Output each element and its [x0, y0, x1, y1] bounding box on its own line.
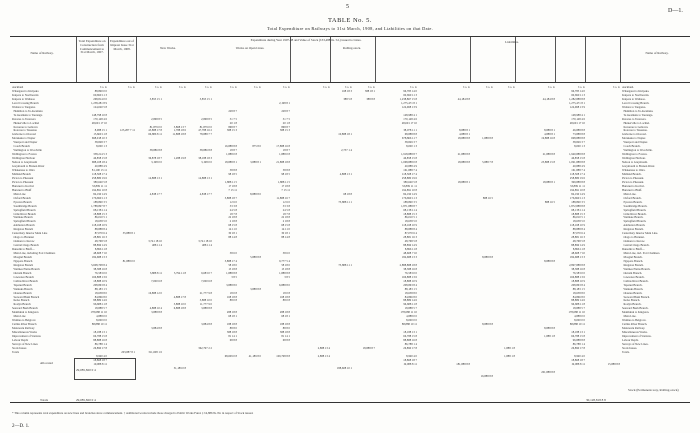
column-rule: [555, 37, 556, 82]
table-bottom-rule: [10, 402, 690, 403]
totals-right-amount: 30,128,818 8 8: [586, 398, 606, 402]
column-total-government: £ s. d. 96,783 14 0 60,690 11 3 1,238,867 15 8 1,275,471 8 1 124,068 13 9 148,988 4 1 170,148 4 6 48,691 17 10 38,078 11 1 68,888 8 8 678,866 11 7 38,849 3 7 8,000 1 3 1,918,888 8 7 46,858 15 8 1,068,888 0 8 40,888 4 9 161,888 7 4 118,508 17 4 258,880 19 6 380,640 5 8 33,899 11 11 194,891 10 8 84,190 14 9 176,699 11 3 188,890 3 5 1,871,888 8 7 68,138 11 4 18,888 15 3 86,010 5 1 18,658 5 0 118,168 10 9 88,888 8 4 87,070 6 4 28,881 16 3 48,768 5 8 88,899 14 9 8,896 11 8 48,608 7 10 184,688 13 3 2,888,888 18 8 38,388 16 8 76,583 0 0 166,888 13 6 18,888 10 9 208,863 8 4 88,183 1 5 18,638 8 0 84,866 8 0 88,889 14 6 96,688 11 8 18,888 5 7 178,688 11 10 4,888 0 0 8,000 0 0 88,888 10 11 18,188 13 1 66,788 15 8 88,888 16 8 86,788 1 4 26,890 17 8 8,990 4 0 18,868 18 7 19,088 8 11: [399, 85, 417, 366]
group-header-expenditure: Expenditure during Year 1907-08 and Value of Stock (£33,488 6s. 5d.) issued to Lines.: [250, 38, 362, 42]
column-permanent-way: £ s. d. 3,868 13 7 1,788 18 6 11,888 18 8 1,288 19 8 5,794 11 8 4,888 17 8 3,888 10 0 6,888 18 8 51,189 0 8: [172, 85, 186, 370]
page-number: 5: [346, 4, 349, 10]
table-subtitle: Total Expenditure on Railways to 31st March, 1908, and Liabilities on that Date.: [267, 26, 433, 31]
column-header-total-expenditure: Total Expenditure on Construction from Commencement to 31st March, 1907.: [78, 39, 106, 55]
footnote: * This column represents total expenditure on new lines and branches since commencement. † Additional works include those charged to Public Works Fund. ‡ £4,886 8s. 8d. in respect of Stock issued.: [12, 411, 254, 415]
table-title: TABLE No. 5.: [327, 17, 373, 24]
column-rule: [330, 37, 331, 82]
column-construction: £ s. d. 3,853 15 1 2,868 8 5 81,879 0 0 45,888 17 8 66,886 8 11 38,886 8 8 36,878 18 7 3,198 0 0 14,888 13 1 4,838 17 7 3,741 18 10 488 11 4 3,888 8 11 7,000 6 8 16,888 12 0 4,888 10 4 3,888 8 8 3,884 8 8 311,608 1 6: [148, 85, 162, 354]
page-corner-reference: 2—D. 1.: [12, 424, 30, 429]
allocated-amount: 29,085,820 0 4: [76, 368, 96, 372]
totals-left-amount: 29,085,820 0 4: [76, 398, 96, 402]
row-names-right: Auckland. Whangarei to Kiripaka. Kaipara to Northwards. Kaipara to Waihaoa. Level Crossing Branch. Waitara to Tangarua. Hamilton to Te Awamutu. Te Awamutu to Tauranga. Rotorua to Tarawera. Hunterville to Lochiel. Kawerau to Galtown. Rotorua to Taneatua. Gisborne to Otoroari. Motukaka to Napier. Westport and Napier. Coach Branch. Wellington to Woodville. Wellington to Foxton. Wellington Harbour. Nelson to Greymouth. Greymouth to Broken River. Whakatane to Otira. Midland Branch. Picton to Pheasant. Picton to Pheasant. Hurunui to Kai Iwi. Hurunui to Bluff. Main Line. Oxford Branch. Eyreton Branch. Southbridge Branch. Springfield Branch. Little River Branch. Waimate Branch. Springfield Branch. Ashburton Branch. Kingston Branch. Canterbury Interior Main Line. Otago to Hurunui. Oamaru to Kurow. Central Otago Branch. Dunedin to Bluff— Main Line, incl. Port Chalmers. Mosgiel Branch. Ngapara Branch. Kingston Branch. Waimea Plains Branch. Outram Branch. Lawrence Branch. Catlins River Branch. Tapanui Branch. Waikaka Branch. Otautau Branch. Seaward Bush Branch. Kelso Branch. Roslyn Branch. Seaward Bush Branch. Mokihinui to Kingston. Main Line. Waimea to Belgrove. Catlins River Branch. Manawatu Railway. Miscellaneous Works. Improvement of Stations. Labour Depôt. Surveys of New Lines. Stock Issues. Totals.: [622, 85, 661, 354]
column-rule: [375, 37, 376, 82]
column-rolling-replacements: £ s. d. 388 18 1 388 8 8 18,888 8 7: [362, 85, 375, 350]
column-header-name: Name of Railway.: [30, 51, 54, 55]
column-grand-total: £ s. d. 96,783 14 0 60,690 11 3 1,282,888 8 8 1,275,471 8 1 124,068 13 9 148,988 4 1 170,148 4 6 48,691 17 10 46,888 8 8 73,888 8 8 698,888 8 8 38,849 3 7 8,000 1 3 1,940,888 8 8 46,858 15 8 1,091,888 8 8 40,888 4 9 161,888 7 4 118,508 17 4 258,880 19 6 399,888 8 8 33,899 11 11 194,891 10 8 84,190 14 9 176,699 11 3 188,890 3 5 1,872,888 8 8 68,138 11 4 18,888 15 3 86,010 5 1 18,658 5 0 118,168 10 9 88,888 8 4 87,070 6 4 28,881 16 3 48,768 5 8 88,899 14 9 8,896 11 8 48,608 7 10 184,688 13 3 2,897,888 8 8 38,388 16 8 76,583 0 0 166,888 13 6 18,888 10 9 208,863 8 4 88,183 1 5 18,638 8 0 84,866 8 0 88,889 14 6 96,688 11 8 18,888 5 7 178,688 11 10 4,888 0 0 8,000 0 0 88,888 10 11 18,188 13 1 66,788 15 8 96,888 8 8 86,788 1 4 26,890 17 8 8,990 4 0 18,868 18 7 19,088 8 11: [568, 85, 585, 366]
group-header-rolling-stock: Rolling-stock.: [342, 46, 362, 50]
column-rolling-additions: £ s. d. 168 18 3 388 5 8 10,888 18 1 2,737 1 4 4,888 13 1 68 18 8 73,888 11 1 73,888 11 1 188,608 10 1: [336, 85, 352, 370]
column-header-imprest: Expenditure out of Imprest Issue 31st March, 1908.: [110, 39, 134, 51]
group-header-new-works: New Works.: [160, 46, 176, 50]
column-total-new-works: £ s. d. 3,853 15 1 2,868 8 5 81,879 0 0 47,788 16 2 78,888 7 7 38,886 8 8 38,188 18 3 3,198 0 0 14,888 13 1 4,838 17 7 3,741 18 10 488 11 4 9,683 0 7 7,000 6 8 21,777 9 8 3,888 10 0 11,777 9 0 3,888 8 8 3,884 8 8 362,797 2 2: [198, 85, 212, 350]
column-rule: [585, 37, 586, 82]
column-liabilities-total: £ s. d. 44,184 8 8 8,888 8 1 4,888 8 1 19,888 16 8 21,888 8 8 23,888 15 8 18,888 8 1 888 16 5 8,888 8 8 8,888 8 8 1,888 1 8 201,888 8 8: [541, 85, 555, 374]
header-top-rule: [10, 36, 690, 37]
group-header-open-lines: Works on Open Lines.: [235, 46, 265, 50]
document-reference: D—1.: [668, 8, 683, 14]
column-total-expenditure: £ s. d. 88,890 0 0 60,690 11 3 268,814 0 0 1,238,281 8 9 124,040 5 8 148,798 10 8 170,148 4 6 48,691 17 10 8,088 15 1 15,660 11 8 698,018 10 3 38,848 3 7 8,000 1 3 358,214 5 3 46,858 15 8 688,108 18 4 40,888 4 9 81,100 13 11 118,508 17 4 258,880 19 6 380,640 5 8 33,899 11 11 194,891 10 8 84,190 14 9 176,699 11 3 188,890 3 5 1,788,897 8 7 68,138 11 4 18,888 15 3 86,010 5 1 18,658 5 0 118,168 10 9 88,888 8 4 87,070 6 4 28,881 16 3 48,768 5 8 88,899 14 9 8,896 11 8 48,608 7 10 184,688 13 3 5,608,708 8 4 38,388 16 8 76,583 0 0 166,888 13 6 18,888 10 9 208,863 8 4 88,183 1 5 18,638 8 0 84,866 8 0 88,889 14 6 96,688 11 8 18,888 5 7 178,688 11 10 4,888 0 0 8,000 0 0 88,888 10 11 18,188 13 1 66,788 15 8 88,888 16 8 86,788 1 4 26,890 17 8 8,990 4 0 18,868 18 7 19,088 8 11: [90, 85, 107, 366]
column-additional-works: £ s. d. 228 8 7 31 7 5 20 1 8 868 8 7 388 15 3 16,888 8 8 18 8 7 1,888 0 8 18,888 8 1 58 8 8 98 18 5 1,888 11 5 17 18 8 7 13 11 3,888 18 7 12 6 0 33 3 8 24 5 8 18 7 8 22 18 8 2 18 8 68 15 8 14 11 0 30 18 1 88 14 8 38 6 0 3,888 17 4 58 18 0 13 18 8 1,888 8 8 3 8 5 3,888 8 0 18 0 8 168 18 8 88 0 8 288 18 8 68 18 1 188 18 8 88 8 0 388 18 8 81 14 1 68 8 8 68,609 0 8: [224, 85, 237, 358]
column-liabilities-surveys: £ s. d. 1,888 1 8 1,888 1 8: [504, 85, 515, 358]
column-rule: [290, 37, 291, 82]
column-surveys: £ s. d. 2,888 13 4 2,888 13 4: [317, 85, 330, 358]
header-bottom-rule: [10, 82, 690, 83]
column-liabilities-open: £ s. d. 1,888 8 8 5,888 7 8 888 16 5 8,888 8 8 8,888 8 8 16,888 8 8: [480, 85, 493, 378]
stock-label: Stock (Permanent-way, Rolling-stock): [628, 388, 679, 392]
column-header-name-right: Name of Railway.: [645, 51, 669, 55]
allocated-label: Allocated: [40, 361, 53, 365]
column-valuation-free: £ s. d. 15,888 8 8: [607, 85, 620, 366]
totals-label: Totals: [40, 398, 49, 402]
column-permanent-way-open: £ s. d. 875 8 0 3,888 8 1 8,888 8 0 5,888 8 8 3,888 8 8 41,189 8 0: [248, 85, 261, 358]
column-rule: [470, 37, 471, 82]
column-liabilities-new: £ s. d. 44,184 8 8 8,888 8 1 4,888 8 1 18,888 8 8 21,888 8 8 18,888 8 8 18,888 8 1 181,888 8 8: [456, 85, 470, 366]
row-names-left: Auckland Whangarei to Kiripaka Kaipara to Northwards Kaipara to Waihaoa Level Crossing Branch Waitara to Tangarua Hamilton to Te Awamutu Te Awamutu to Tauranga Rotorua to Tarawera Hunterville to Lochiel Kawerau to Galtown Rotorua to Taneatua Gisborne to Otoroari Motukaka to Napier Westport and Napier Coach Branch Wellington to Woodville Wellington to Foxton Wellington Harbour Nelson to Greymouth Greymouth to Broken River Whakatane to Otira Midland Branch Picton to Pheasant Picton to Pheasant Hurunui to Kai Iwi Hurunui to Bluff Main Line Oxford Branch Eyreton Branch Southbridge Branch Springfield Branch Little River Branch Waimate Branch Springfield Branch Ashburton Branch Kingston Branch Canterbury Interior Main Line Otago to Hurunui Oamaru to Kurow Central Otago Branch Dunedin to Bluff— Main Line, including Port Chalmers Mosgiel Branch Ngapara Branch Kingston Branch Waimea Plains Branch Outram Branch Lawrence Branch Catlins River Branch Tapanui Branch Waikaka Branch Otautau Branch Seaward Bush Branch Kelso Branch Roslyn Branch Seaward Bush Branch Mokihinui to Kingston Main Line Waimea to Belgrove Catlins River Branch Manawatu Railway Miscellaneous Works Improvement of Stations Labour Depôt Surveys of New Lines Stock Issues Totals: [12, 85, 56, 354]
group-header-liabilities: Liabilities.: [505, 40, 519, 44]
column-total-open-lines: £ s. d. 2,198 8 1 228 8 7 31 7 5 20 1 8 868 8 7 388 15 3 17,888 16 8 18 8 7 1,888 0 8 21,888 18 8 58 8 8 98 18 5 1,888 11 5 17 18 8 7 13 11 11,888 16 7 12 6 0 33 3 8 24 5 8 18 7 8 22 18 8 2 18 8 68 15 8 14 11 0 30 18 1 88 14 8 38 6 0 9,777 5 4 58 18 0 13 18 8 1,888 8 8 3 8 5 6,888 8 0 18 0 8 168 18 8 88 0 8 288 18 8 68 18 1 188 18 8 88 8 0 388 18 8 81 14 1 68 8 8 109,798 8 8: [276, 85, 290, 358]
column-rule: [136, 37, 137, 82]
column-rule: [620, 37, 621, 82]
column-imprest-issue: £ s. d. 125,287 7 11 35,888 8 1 81,888 0 0 203,887 8 1: [119, 85, 135, 354]
